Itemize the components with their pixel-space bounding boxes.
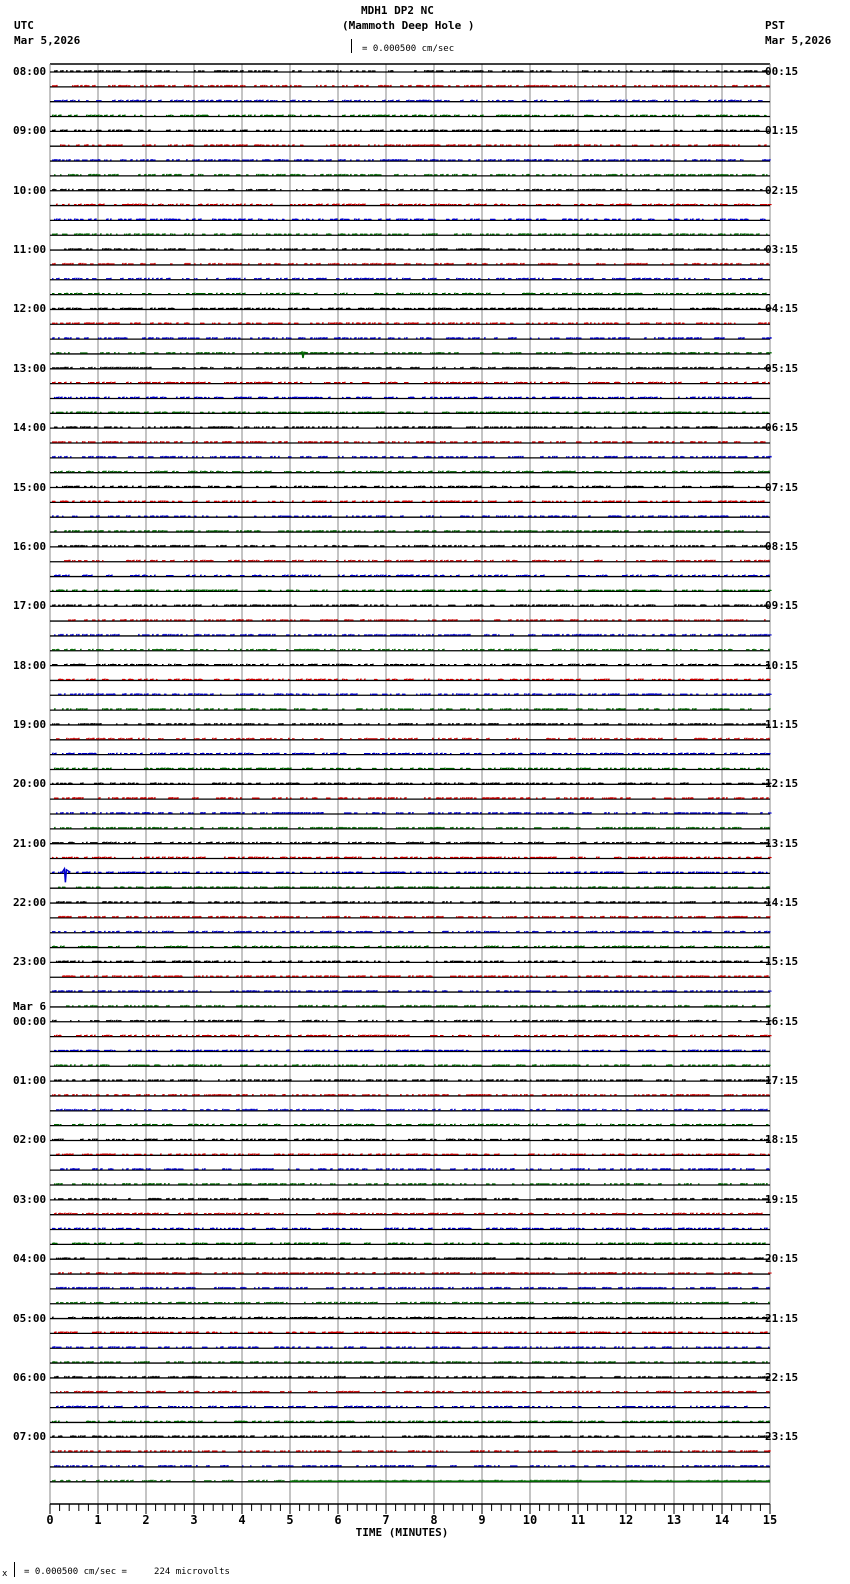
trace-89	[50, 1391, 770, 1393]
trace-21	[50, 382, 770, 384]
pst-hour-label: 15:15	[765, 955, 799, 969]
x-tick-label: 11	[570, 1513, 586, 1527]
trace-51	[50, 827, 770, 829]
trace-26	[50, 456, 771, 458]
trace-6	[50, 159, 770, 161]
trace-38	[50, 634, 771, 636]
trace-47	[50, 767, 770, 769]
pst-hour-label: 07:15	[765, 480, 799, 494]
trace-84	[50, 1317, 770, 1319]
trace-16	[50, 307, 771, 309]
utc-hour-label: 13:00	[13, 361, 47, 375]
pst-hour-label: 21:15	[765, 1311, 799, 1325]
trace-8	[50, 189, 770, 191]
pst-hour-label: 05:15	[765, 361, 799, 375]
trace-24	[50, 426, 770, 428]
trace-56	[50, 901, 770, 903]
x-tick-label: 3	[190, 1513, 198, 1527]
utc-hour-label: 16:00	[13, 539, 47, 553]
trace-95	[50, 1480, 770, 1482]
pst-hour-label: 22:15	[765, 1370, 799, 1384]
trace-52	[50, 842, 770, 844]
utc-hour-label: 06:00	[13, 1370, 47, 1384]
trace-29	[50, 500, 770, 502]
trace-94	[50, 1465, 770, 1467]
utc-hour-label: 18:00	[13, 658, 47, 672]
trace-83	[50, 1302, 770, 1304]
station-location: (Mammoth Deep Hole )	[342, 19, 475, 32]
x-tick-label: 13	[666, 1513, 682, 1527]
trace-93	[50, 1450, 770, 1452]
x-tick-label: 2	[142, 1513, 150, 1527]
trace-31	[50, 530, 770, 532]
trace-49	[50, 797, 770, 799]
trace-59	[50, 946, 770, 948]
trace-42	[50, 693, 771, 695]
pst-hour-label: 13:15	[765, 836, 799, 850]
trace-10	[50, 218, 770, 220]
pst-hour-label: 12:15	[765, 777, 799, 791]
utc-hour-label: 03:00	[13, 1192, 47, 1206]
left-date: Mar 5,2026	[14, 34, 81, 47]
x-tick-label: 7	[382, 1513, 390, 1527]
pst-hour-label: 16:15	[765, 1014, 799, 1028]
trace-54	[50, 871, 770, 873]
station-title: MDH1 DP2 NC	[361, 4, 434, 17]
utc-hour-label: 19:00	[13, 717, 47, 731]
trace-7	[50, 174, 770, 176]
trace-12	[50, 248, 770, 250]
utc-hour-label: 14:00	[13, 421, 47, 435]
trace-55	[50, 886, 770, 888]
date-change-label: Mar 6	[13, 999, 47, 1013]
trace-4	[50, 129, 770, 131]
x-tick-label: 14	[714, 1513, 730, 1527]
trace-13	[50, 263, 770, 265]
footer-scale-text: = 0.000500 cm/sec = 224 microvolts	[24, 1567, 230, 1577]
utc-hour-label: 09:00	[13, 124, 47, 138]
trace-91	[50, 1420, 770, 1422]
left-timezone: UTC	[14, 19, 34, 32]
trace-78	[50, 1228, 770, 1230]
trace-61	[50, 975, 770, 977]
utc-hour-label: 20:00	[13, 777, 47, 791]
trace-76	[50, 1198, 770, 1200]
pst-hour-label: 23:15	[765, 1430, 799, 1444]
trace-41	[50, 678, 770, 680]
pst-hour-label: 04:15	[765, 302, 799, 316]
trace-34	[50, 575, 770, 577]
utc-hour-label: 08:00	[13, 65, 47, 78]
trace-2	[50, 100, 770, 102]
trace-20	[50, 367, 770, 369]
trace-33	[50, 560, 770, 562]
trace-22	[50, 396, 770, 398]
trace-64	[50, 1020, 771, 1022]
trace-62	[50, 990, 771, 992]
utc-hour-label: 02:00	[13, 1133, 47, 1147]
trace-5	[50, 144, 770, 146]
trace-25	[50, 441, 770, 443]
utc-hour-label: 22:00	[13, 896, 47, 910]
trace-53	[50, 857, 771, 859]
utc-hour-label: 04:00	[13, 1252, 47, 1266]
trace-1	[50, 85, 770, 87]
trace-88	[50, 1376, 770, 1378]
trace-40	[50, 664, 770, 666]
trace-39	[50, 649, 770, 651]
trace-32	[50, 545, 770, 547]
pst-hour-label: 01:15	[765, 124, 799, 138]
trace-27	[50, 471, 770, 473]
pst-hour-label: 02:15	[765, 183, 799, 197]
x-tick-label: 9	[478, 1513, 486, 1527]
x-tick-label: 5	[286, 1513, 294, 1527]
trace-68	[50, 1079, 770, 1081]
trace-82	[50, 1287, 770, 1289]
trace-86	[50, 1346, 770, 1348]
trace-28	[50, 486, 770, 488]
utc-hour-label: 01:00	[13, 1074, 47, 1088]
trace-74	[50, 1168, 770, 1170]
utc-hour-label: 10:00	[13, 183, 47, 197]
trace-77	[50, 1213, 770, 1215]
trace-70	[50, 1109, 770, 1111]
trace-72	[50, 1138, 770, 1140]
trace-50	[50, 812, 771, 814]
trace-37	[50, 619, 770, 621]
trace-46	[50, 753, 770, 755]
pst-hour-label: 19:15	[765, 1192, 799, 1206]
trace-30	[50, 515, 770, 517]
trace-44	[50, 723, 770, 725]
x-tick-label: 10	[522, 1513, 538, 1527]
x-tick-label: 8	[430, 1513, 438, 1527]
trace-65	[50, 1035, 771, 1037]
utc-hour-label: 00:00	[13, 1014, 47, 1028]
pst-hour-label: 08:15	[765, 539, 799, 553]
utc-hour-label: 12:00	[13, 302, 47, 316]
x-axis-label: TIME (MINUTES)	[355, 1526, 449, 1539]
trace-11	[50, 233, 770, 235]
trace-19	[50, 352, 771, 354]
utc-hour-label: 23:00	[13, 955, 47, 969]
footer-scale-bar-icon	[14, 1562, 18, 1577]
trace-87	[50, 1361, 770, 1363]
pst-hour-label: 06:15	[765, 421, 799, 435]
trace-0	[50, 70, 770, 72]
pst-hour-label: 00:15	[765, 65, 799, 78]
trace-3	[50, 115, 770, 117]
trace-92	[50, 1435, 770, 1437]
trace-23	[50, 411, 770, 413]
trace-35	[50, 589, 771, 591]
right-timezone: PST	[765, 19, 785, 32]
pst-hour-label: 11:15	[765, 717, 799, 731]
trace-73	[50, 1153, 770, 1155]
pst-hour-label: 09:15	[765, 599, 799, 613]
trace-15	[50, 293, 770, 295]
trace-45	[50, 738, 770, 740]
utc-hour-label: 17:00	[13, 599, 47, 613]
pst-hour-label: 10:15	[765, 658, 799, 672]
trace-57	[50, 916, 770, 918]
trace-60	[50, 960, 770, 962]
trace-90	[50, 1406, 770, 1408]
x-tick-label: 4	[238, 1513, 246, 1527]
trace-75	[50, 1183, 770, 1185]
utc-hour-label: 11:00	[13, 243, 47, 257]
footer-prefix: x	[2, 1569, 8, 1579]
x-tick-label: 1	[94, 1513, 102, 1527]
trace-66	[50, 1049, 770, 1051]
utc-hour-label: 07:00	[13, 1430, 47, 1444]
pst-hour-label: 03:15	[765, 243, 799, 257]
trace-36	[50, 604, 770, 606]
x-tick-label: 12	[618, 1513, 634, 1527]
trace-43	[50, 708, 770, 710]
pst-hour-label: 20:15	[765, 1252, 799, 1266]
trace-14	[50, 278, 770, 280]
pst-hour-label: 17:15	[765, 1074, 799, 1088]
x-tick-label: 6	[334, 1513, 342, 1527]
trace-80	[50, 1257, 770, 1259]
seismic-event	[61, 869, 70, 883]
utc-hour-label: 05:00	[13, 1311, 47, 1325]
right-date: Mar 5,2026	[765, 34, 832, 47]
trace-48	[50, 782, 771, 784]
trace-18	[50, 337, 771, 339]
trace-71	[50, 1124, 770, 1126]
trace-81	[50, 1272, 771, 1274]
utc-hour-label: 21:00	[13, 836, 47, 850]
trace-17	[50, 322, 770, 324]
x-tick-label: 0	[46, 1513, 54, 1527]
pst-hour-label: 18:15	[765, 1133, 799, 1147]
seismic-event	[299, 352, 308, 358]
x-tick-label: 15	[762, 1513, 778, 1527]
utc-hour-label: 15:00	[13, 480, 47, 494]
trace-63	[50, 1005, 770, 1007]
trace-58	[50, 931, 770, 933]
trace-85	[50, 1331, 770, 1333]
trace-69	[50, 1094, 770, 1096]
scale-label: = 0.000500 cm/sec	[362, 44, 455, 54]
trace-79	[50, 1242, 770, 1244]
pst-hour-label: 14:15	[765, 896, 799, 910]
trace-9	[50, 204, 771, 206]
trace-67	[50, 1064, 770, 1066]
